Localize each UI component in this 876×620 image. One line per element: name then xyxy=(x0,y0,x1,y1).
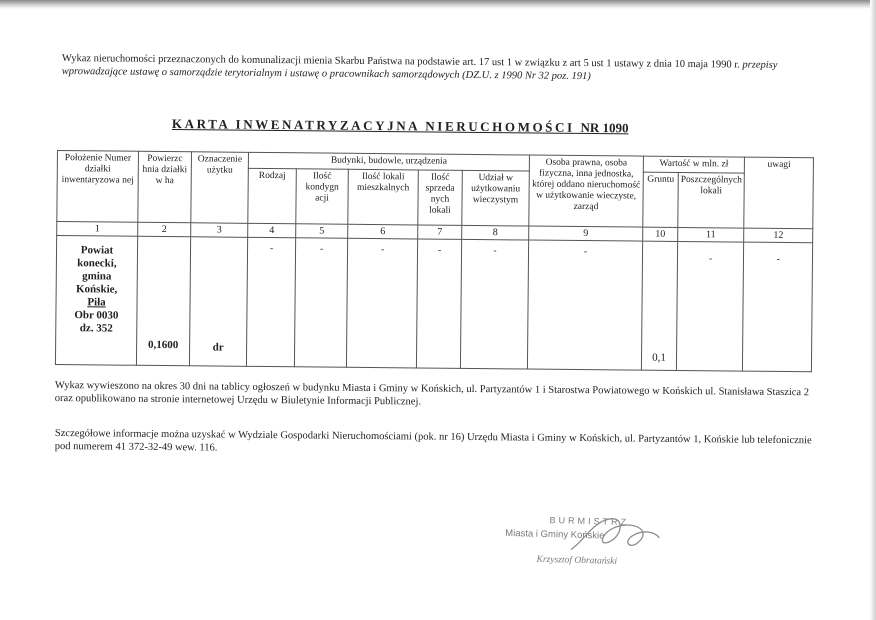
cell-sold xyxy=(416,239,461,368)
header-share: Udział w użytkowaniu wieczystym xyxy=(462,170,530,226)
loc-line: gmina xyxy=(82,270,112,283)
footer-notice: Wykaz wywieszono na okres 30 dni na tablicy ogłoszeń w budynku Miasta i Gminy w Końskich, ul. Partyzantów 1 i Starostwa Powiatowego w Końskich ul. Stanisława Staszica 2 oraz opublikowano na stronie internetowej Urzędu w Biuletynie Informacji Publicznej. xyxy=(54,380,810,408)
table-row xyxy=(55,236,812,372)
dash: - xyxy=(583,247,588,258)
intro-plain: Wykaz nieruchomości przeznaczonych do komunalizacji mienia Skarbu Państwa na podstawie art. 17 ust 1 w związku z art 5 ust 1 ustawy z dnia 10 maja 1990 r. xyxy=(61,52,743,71)
header-land-value: Gruntu xyxy=(643,172,679,227)
header-flats: Ilość lokali mieszkalnych xyxy=(348,169,419,225)
title-number: NR 1090 xyxy=(580,119,629,136)
dash: - xyxy=(319,244,324,255)
intro-text xyxy=(62,52,822,85)
column-number: 10 xyxy=(643,227,678,241)
cell-storeys xyxy=(294,238,347,367)
cell-area: 0,1600 xyxy=(136,236,190,366)
stamp-name: Krzysztof Obratański xyxy=(536,554,618,567)
cell-flat-value xyxy=(676,241,743,371)
header-area: Powierzc hnia działki w ha xyxy=(138,151,192,223)
column-number: 2 xyxy=(138,222,191,237)
column-number: 12 xyxy=(744,228,813,243)
footer-contact: Szczegółowe informacje można uzyskać w Wydziale Gospodarki Nieruchomościami (pok. nr 16) Urzędu Miasta i Gminy w Końskich, ul. Partyzantów 1, Końskie lub telefonicznie pod numerem 41 372-32-49 wew. 116. xyxy=(54,428,812,454)
loc-line: Obr 0030 xyxy=(74,309,119,322)
inventory-table-wrap xyxy=(55,150,814,372)
cell-kind xyxy=(246,237,295,366)
header-storeys: Ilość kondygn acji xyxy=(296,169,349,224)
cell-use: dr xyxy=(189,237,247,367)
loc-line: Powiat xyxy=(80,244,114,257)
signature-scribble xyxy=(563,511,664,560)
intro-italic: przepisy wprowadzające ustawę o samorządzie terytorialnym i ustawę o pracownikach samorządowych (DZ.U. z 1990 Nr 32 poz. 191) xyxy=(61,59,778,83)
dash: - xyxy=(269,244,274,255)
column-number: 11 xyxy=(678,227,744,242)
cell-remarks xyxy=(743,242,813,372)
header-flat-value: Poszczególnych lokali xyxy=(678,172,745,228)
cell-location xyxy=(55,236,137,366)
dash: - xyxy=(437,245,442,256)
stamp-title: BURMISTRZ xyxy=(549,515,630,528)
header-person: Osoba prawna, osoba fizyczna, inna jednostka, której oddano nieruchomość w użytkowanie wieczyste, zarząd xyxy=(529,155,644,227)
header-buildings-group: Budynki, budowle, urządzenia xyxy=(248,152,529,171)
dash: - xyxy=(776,254,780,265)
document-title xyxy=(172,116,629,136)
loc-line: Piła xyxy=(87,296,106,309)
column-number: 8 xyxy=(462,225,529,240)
column-number: 5 xyxy=(296,224,348,238)
header-location: Położenie Numer działki inwentaryzowa nej xyxy=(57,151,139,223)
mayor-stamp xyxy=(504,510,666,578)
scan-top-shadow xyxy=(0,0,876,9)
header-sold-flats: Ilość sprzeda nych lokali xyxy=(418,170,463,225)
header-value-group: Wartość w mln. zł xyxy=(643,156,744,173)
column-number: 3 xyxy=(191,223,248,238)
loc-line: Końskie, xyxy=(75,283,118,296)
inventory-table xyxy=(55,150,814,372)
loc-line: konecki, xyxy=(77,257,117,270)
header-use: Oznaczenie użytku xyxy=(191,152,249,224)
title-text: KARTA INWENATRYZACYJNA NIERUCHOMOŚCI xyxy=(171,116,575,135)
cell-person xyxy=(527,240,642,370)
dash: - xyxy=(380,245,385,256)
cell-flats xyxy=(346,238,417,368)
cell-share xyxy=(460,239,528,369)
dash: - xyxy=(708,254,713,265)
column-number: 7 xyxy=(418,225,462,239)
column-number: 9 xyxy=(529,226,643,241)
loc-line: dz. 352 xyxy=(79,322,113,335)
header-remarks: uwagi xyxy=(744,157,814,229)
dash: - xyxy=(493,246,497,257)
header-kind: Rodzaj xyxy=(248,168,297,223)
stamp-office: Miasta i Gminy Końskie xyxy=(505,527,605,542)
scan-right-shadow xyxy=(870,0,876,620)
column-number: 6 xyxy=(348,224,418,239)
column-number: 1 xyxy=(57,222,138,237)
cell-land-value: 0,1 xyxy=(641,241,677,370)
column-number: 4 xyxy=(248,223,296,237)
